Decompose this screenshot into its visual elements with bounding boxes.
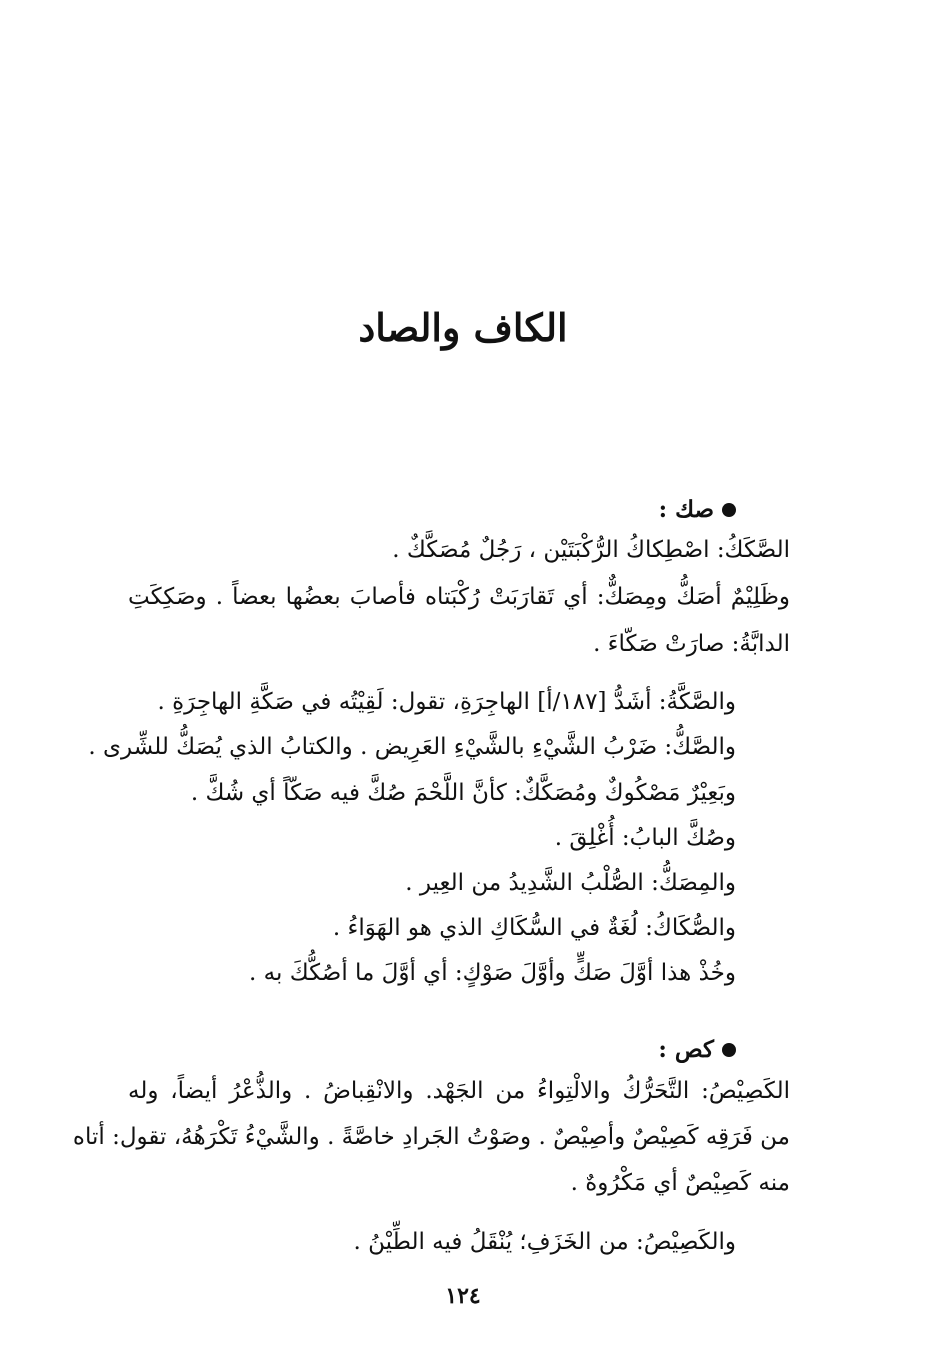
root-label: كص : — [658, 1036, 714, 1063]
entry-line: وخُذْ هذا أوَّلَ صَكٍّ وأوَّلَ صَوْكٍ: أي أوَّلَ ما أصُكُّكَ به . — [249, 960, 736, 986]
chapter-title: الكاف والصاد — [358, 305, 568, 350]
entry-line: وبَعِيْرٌ مَصْكُوكٌ ومُصَكَّكٌ: كأنَّ اللَّحْمَ صُكَّ فيه صَكّاً أي شُكَّ . — [190, 780, 736, 806]
entry-line: والمِصَكُّ: الصُّلْبُ الشَّدِيدُ من العِير . — [405, 870, 736, 896]
root-heading-kas — [658, 1030, 736, 1070]
root-heading-sak — [659, 490, 736, 530]
page-number: ١٢٤ — [445, 1283, 481, 1309]
entry-line: من فَرَقِه كَصِيْصٌ وأصِيْصٌ . وصَوْتُ الجَرادِ خاصَّةً . والشَّيْءُ تَكْرَهُهُ، تقول: أتاه — [72, 1124, 790, 1150]
entry-line: والصَّكُّ: ضَرْبُ الشَّيْءِ بالشَّيْءِ العَرِيض . والكتابُ الذي يُصَكُّ للشِّرى . — [88, 734, 736, 760]
entry-line: وصُكَّ البابُ: أُغْلِقَ . — [554, 825, 736, 851]
bullet-icon — [722, 1043, 736, 1057]
bullet-icon — [722, 503, 736, 517]
entry-line: منه كَصِيْصٌ أي مَكْرُوهٌ . — [570, 1170, 790, 1196]
entry-line: وظَلِيْمٌ أصَكُّ ومِصَكٌّ: أي تَقارَبَتْ رُكْبَتاه فأصابَ بعضُها بعضاً . وصَكِكَتِ — [128, 584, 790, 610]
root-label: صك : — [658, 496, 714, 523]
entry-line: والصُّكَاكُ: لُغَةٌ في السُّكَاكِ الذي هو الهَوَاءُ . — [332, 915, 736, 941]
entry-line: والكَصِيْصُ: من الخَزَفِ؛ يُنْقَلُ فيه الطِّيْنُ . — [353, 1229, 736, 1255]
entry-line: والصَّكَّةُ: أشَدُّ [١٨٧/أ] الهاجِرَةِ، تقول: لَقِيْتُه في صَكَّةِ الهاجِرَةِ . — [157, 689, 736, 715]
entry-line: الكَصِيْصُ: التَّحَرُّكُ والالْتِواءُ من الجَهْد. والانْقِباضُ . والذُّعْرُ أيضاً، وله — [128, 1078, 790, 1104]
entry-line: الصَّكَكُ: اصْطِكاكُ الرُّكْبَتَيْن ، رَجُلٌ مُصَكَّكٌ . — [392, 537, 790, 563]
entry-line: الدابَّةُ: صارَتْ صَكّاءَ . — [593, 631, 790, 657]
